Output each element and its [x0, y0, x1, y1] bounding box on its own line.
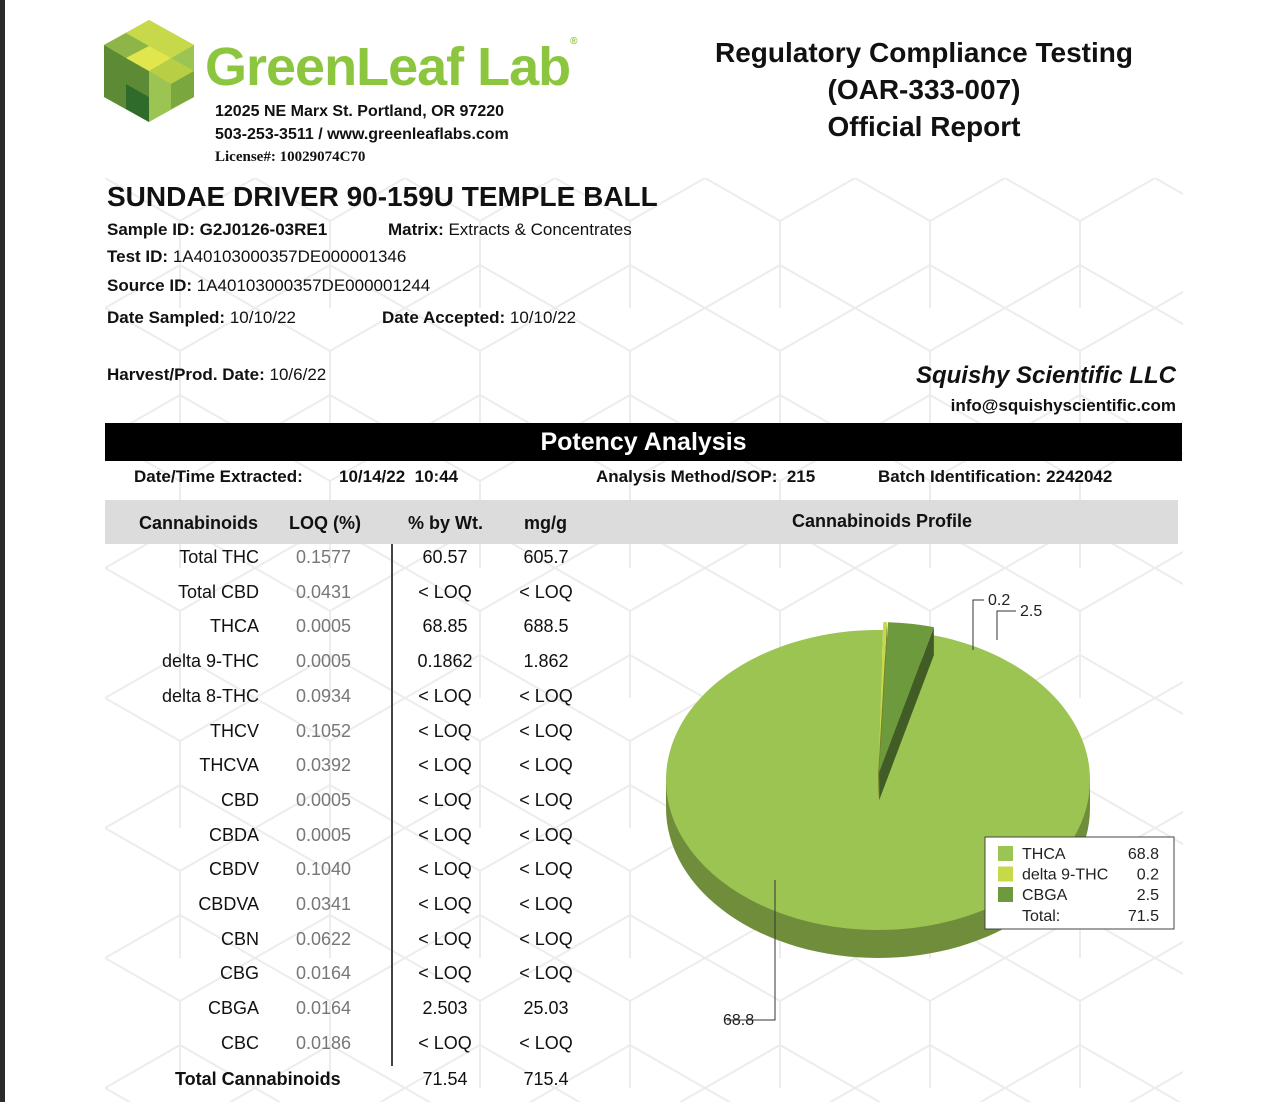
report-title: Regulatory Compliance Testing (OAR-333-007) Official Report [715, 37, 1133, 142]
row-name: CBDA [208, 824, 259, 845]
row-mg: < LOQ [519, 963, 573, 984]
row-loq: 0.1040 [296, 859, 352, 880]
row-pct: < LOQ [418, 894, 472, 914]
row-mg: < LOQ [519, 755, 573, 776]
greenleaf-logo-icon [104, 20, 194, 122]
legend-label: delta 9-THC [1022, 866, 1109, 884]
lab-address: 12025 NE Marx St. Portland, OR 97220 [215, 103, 505, 120]
row-mg: 25.03 [523, 998, 569, 1019]
legend-swatch [998, 887, 1013, 902]
data-label-delta9: 0.2 [988, 592, 1011, 609]
row-loq: 0.0164 [296, 963, 352, 984]
source-id: Source ID: 1A40103000357DE000001244 [107, 276, 431, 295]
row-mg: 1.862 [523, 651, 569, 672]
row-name: CBDVA [198, 894, 259, 914]
data-label-cbga-leader [997, 611, 1016, 640]
row-mg: 605.7 [523, 547, 569, 567]
table-divider [391, 544, 393, 1066]
analysis-method: Analysis Method/SOP: 215 [596, 467, 816, 486]
row-mg: < LOQ [519, 859, 573, 880]
batch-identification: Batch Identification: 2242042 [878, 467, 1113, 486]
row-name: Total THC [179, 547, 259, 567]
client-email: info@squishyscientific.com [950, 396, 1176, 415]
row-pct: < LOQ [418, 963, 472, 984]
cannabinoids-pie-chart [600, 545, 1180, 1045]
row-pct: < LOQ [418, 824, 472, 845]
total-cannabinoids-pct: 71.54 [422, 1069, 468, 1089]
row-loq: 0.0934 [296, 685, 352, 706]
row-name: CBG [219, 963, 259, 984]
legend-total-value: 71.5 [1127, 908, 1159, 925]
row-loq: 0.0005 [296, 651, 352, 672]
header-mg: mg/g [524, 513, 567, 533]
row-pct: < LOQ [418, 928, 472, 949]
row-mg: < LOQ [519, 928, 573, 949]
row-name: THCV [210, 720, 259, 741]
row-pct: < LOQ [418, 685, 472, 706]
row-pct: < LOQ [418, 755, 472, 776]
row-loq: 0.0005 [296, 789, 352, 810]
row-pct: 0.1862 [417, 651, 473, 672]
row-mg: < LOQ [519, 581, 573, 602]
row-loq: 0.0622 [296, 928, 352, 949]
header-pct: % by Wt. [408, 513, 483, 533]
row-loq: 0.1052 [296, 720, 352, 741]
legend-value: 2.5 [1136, 887, 1159, 904]
row-loq: 0.0005 [296, 616, 352, 637]
row-loq: 0.1577 [296, 547, 352, 567]
legend-label: CBGA [1022, 887, 1068, 904]
row-name: CBC [220, 1032, 259, 1053]
row-loq: 0.0186 [296, 1032, 352, 1053]
row-pct: < LOQ [418, 859, 472, 880]
row-pct: < LOQ [418, 581, 472, 602]
legend-total-label: Total: [1022, 908, 1061, 925]
legend-value: 0.2 [1136, 866, 1159, 884]
row-loq: 0.0005 [296, 824, 352, 845]
client-name: Squishy Scientific LLC [915, 362, 1176, 389]
harvest-date: Harvest/Prod. Date: 10/6/22 [107, 365, 327, 384]
row-mg: < LOQ [519, 789, 573, 810]
data-label-thca: 68.8 [723, 1012, 755, 1029]
matrix: Matrix: Extracts & Concentrates [388, 220, 632, 239]
data-label-cbga: 2.5 [1020, 603, 1043, 620]
row-pct: < LOQ [418, 789, 472, 810]
row-loq: 0.0431 [296, 581, 352, 602]
row-loq: 0.0392 [296, 755, 352, 776]
row-name: delta 9-THC [161, 651, 259, 672]
data-label-delta9-leader [973, 600, 984, 650]
row-mg: 688.5 [523, 616, 569, 637]
row-name: THCVA [199, 755, 259, 776]
test-id: Test ID: 1A40103000357DE000001346 [107, 247, 407, 266]
row-loq: 0.0341 [296, 894, 352, 914]
date-accepted: Date Accepted: 10/10/22 [382, 308, 577, 327]
row-mg: < LOQ [519, 1032, 573, 1053]
sample-name: SUNDAE DRIVER 90-159U TEMPLE BALL [107, 181, 658, 212]
row-mg: < LOQ [519, 685, 573, 706]
row-name: CBGA [207, 998, 259, 1019]
row-mg: < LOQ [519, 894, 573, 914]
extracted-datetime: 10/14/22 10:44 [339, 467, 459, 486]
row-name: CBN [220, 928, 259, 949]
header-cannabinoids: Cannabinoids [139, 513, 259, 533]
row-name: delta 8-THC [161, 685, 259, 706]
row-name: CBD [220, 789, 259, 810]
section-title: Potency Analysis [105, 423, 1182, 461]
row-name: CBDV [208, 859, 259, 880]
lab-logo-text: GreenLeaf Lab® [205, 36, 577, 97]
total-cannabinoids-mg: 715.4 [523, 1069, 569, 1089]
row-pct: < LOQ [418, 720, 472, 741]
window-edge [0, 0, 5, 1102]
row-name: Total CBD [177, 581, 259, 602]
row-name: THCA [210, 616, 259, 637]
total-cannabinoids-label: Total Cannabinoids [175, 1069, 341, 1089]
row-mg: < LOQ [519, 824, 573, 845]
sample-id: Sample ID: G2J0126-03RE1 [107, 220, 328, 239]
row-mg: < LOQ [519, 720, 573, 741]
legend-swatch [998, 846, 1013, 861]
legend-label: THCA [1022, 846, 1066, 863]
legend-swatch [998, 867, 1013, 882]
row-loq: 0.0164 [296, 998, 352, 1019]
row-pct: 60.57 [422, 547, 468, 567]
header-profile: Cannabinoids Profile [792, 511, 973, 531]
lab-contact: 503-253-3511 / www.greenleaflabs.com [215, 126, 509, 143]
row-pct: 68.85 [422, 616, 468, 637]
date-sampled: Date Sampled: 10/10/22 [107, 308, 297, 327]
table-header [105, 500, 1178, 544]
lab-license: License#: 10029074C70 [215, 149, 366, 165]
row-pct: 2.503 [422, 998, 468, 1019]
extracted-label: Date/Time Extracted: [134, 467, 303, 486]
header-loq: LOQ (%) [289, 513, 361, 533]
row-pct: < LOQ [418, 1032, 472, 1053]
legend-value: 68.8 [1127, 846, 1159, 863]
